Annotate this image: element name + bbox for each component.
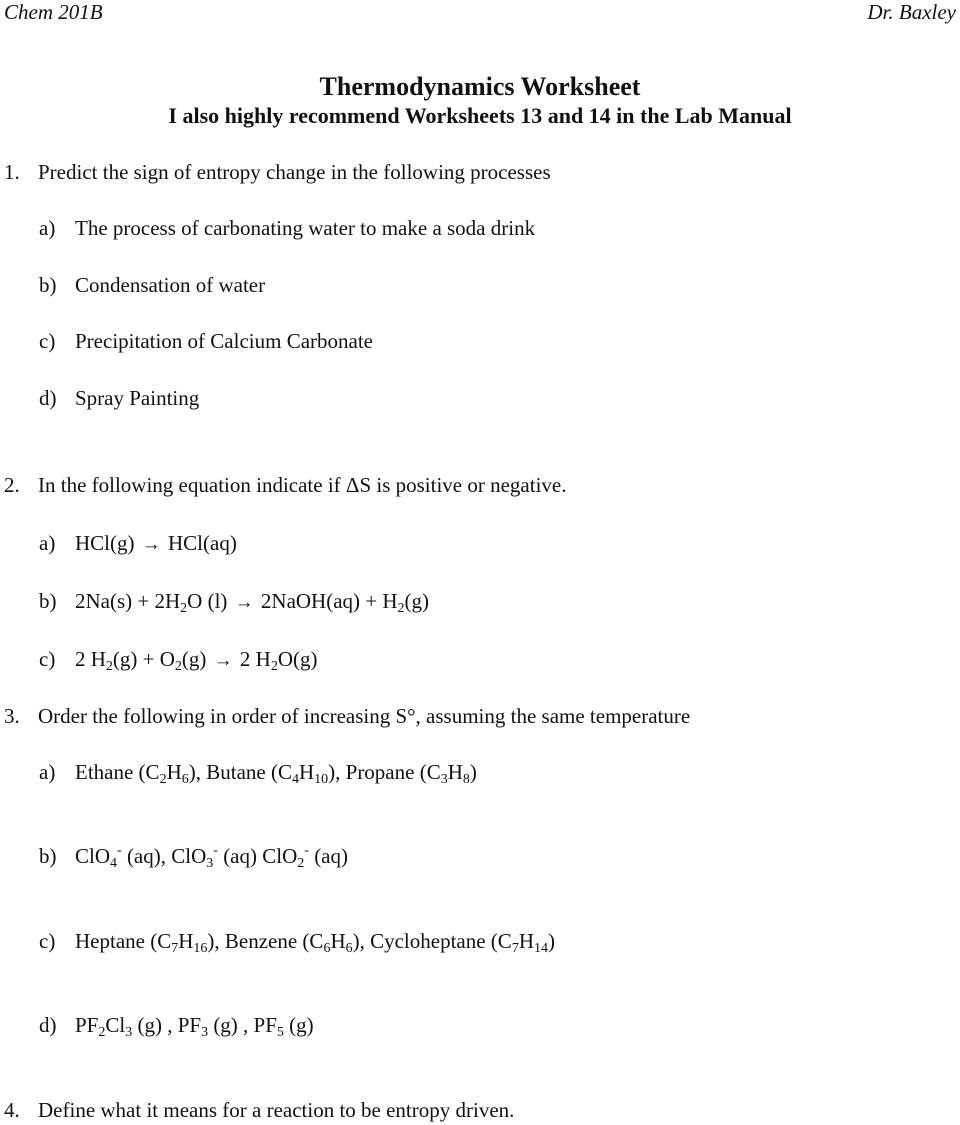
question-text: Predict the sign of entropy change in the following processes bbox=[38, 160, 551, 184]
item-text: Condensation of water bbox=[75, 273, 266, 297]
item-letter: c) bbox=[39, 647, 56, 671]
subscript: 2 bbox=[98, 1025, 106, 1040]
subscript: 3 bbox=[440, 772, 448, 787]
subscript: 4 bbox=[291, 772, 299, 787]
item-text: (g) , PF bbox=[132, 1013, 202, 1037]
item-text: ) bbox=[469, 760, 477, 784]
superscript: - bbox=[117, 843, 122, 858]
item-letter: d) bbox=[39, 1013, 57, 1037]
question-3-item-c bbox=[39, 928, 555, 954]
item-letter: d) bbox=[39, 386, 57, 410]
subscript: 3 bbox=[201, 1025, 209, 1040]
question-4 bbox=[4, 1097, 514, 1123]
item-letter: a) bbox=[39, 216, 56, 240]
subscript: 16 bbox=[193, 941, 208, 956]
item-text: (aq) ClO bbox=[217, 844, 298, 868]
product: HCl(aq) bbox=[168, 531, 237, 555]
question-3 bbox=[4, 703, 690, 729]
question-3-item-a bbox=[39, 759, 477, 785]
subscript: 6 bbox=[181, 772, 189, 787]
question-3-item-b bbox=[39, 843, 348, 869]
item-letter: a) bbox=[39, 531, 56, 555]
worksheet-subtitle: I also highly recommend Worksheets 13 and 14 in the Lab Manual bbox=[168, 103, 792, 128]
item-text: ), Propane (C bbox=[328, 760, 441, 784]
subscript: 2 bbox=[180, 601, 188, 616]
item-text: PF bbox=[75, 1013, 99, 1037]
item-letter: b) bbox=[39, 273, 57, 297]
question-3-item-d bbox=[39, 1012, 314, 1038]
item-text: ), Cycloheptane (C bbox=[352, 929, 512, 953]
item-text: ), Benzene (C bbox=[207, 929, 324, 953]
item-letter: b) bbox=[39, 589, 57, 613]
item-text: (aq) bbox=[308, 844, 348, 868]
item-text: H bbox=[518, 929, 534, 953]
item-text: Precipitation of Calcium Carbonate bbox=[75, 329, 373, 353]
subscript: 2 bbox=[159, 772, 167, 787]
item-text: The process of carbonating water to make a soda drink bbox=[75, 216, 536, 240]
subscript: 6 bbox=[345, 941, 353, 956]
item-text: ) bbox=[547, 929, 555, 953]
item-text: (aq), ClO bbox=[121, 844, 207, 868]
question-2-item-c bbox=[39, 646, 318, 674]
item-letter: c) bbox=[39, 329, 56, 353]
question-1-item-a bbox=[39, 215, 535, 241]
subscript: 10 bbox=[314, 772, 329, 787]
item-letter: c) bbox=[39, 929, 56, 953]
worksheet-title: Thermodynamics Worksheet bbox=[319, 72, 641, 101]
item-text: Ethane (C bbox=[75, 760, 160, 784]
question-text-start: In the following equation indicate if bbox=[38, 473, 346, 497]
item-text: Cl bbox=[105, 1013, 126, 1037]
question-number: 2. bbox=[4, 473, 20, 497]
subscript: 2 bbox=[105, 659, 113, 674]
item-letter: a) bbox=[39, 760, 56, 784]
equation-text: O(g) bbox=[277, 647, 318, 671]
reaction-arrow-icon: → bbox=[234, 592, 254, 613]
question-text-end: S is positive or negative. bbox=[359, 473, 567, 497]
subscript: 14 bbox=[533, 941, 548, 956]
question-number: 3. bbox=[4, 704, 20, 728]
item-text: H bbox=[447, 760, 463, 784]
equation-text: 2 H bbox=[75, 647, 106, 671]
item-text: H bbox=[178, 929, 194, 953]
question-1-item-b bbox=[39, 272, 265, 298]
item-text: ), Butane (C bbox=[188, 760, 292, 784]
equation-text: (g) bbox=[404, 589, 430, 613]
equation-text: (g) bbox=[181, 647, 207, 671]
question-text: Define what it means for a reaction to be entropy driven. bbox=[38, 1098, 515, 1122]
item-text: (g) bbox=[283, 1013, 314, 1037]
reactant: HCl(g) bbox=[75, 531, 135, 555]
subscript: 2 bbox=[270, 659, 278, 674]
question-number: 4. bbox=[4, 1098, 20, 1122]
question-number: 1. bbox=[4, 160, 20, 184]
subscript: 5 bbox=[276, 1025, 284, 1040]
equation-text: O (l) bbox=[187, 589, 228, 613]
subscript: 8 bbox=[462, 772, 470, 787]
subscript: 2 bbox=[297, 856, 305, 871]
course-header: Chem 201B bbox=[4, 0, 103, 24]
instructor-header: Dr. Baxley bbox=[867, 0, 956, 24]
subscript: 4 bbox=[110, 856, 118, 871]
subscript: 2 bbox=[174, 659, 182, 674]
equation-text: 2 H bbox=[239, 647, 271, 671]
question-1-item-d bbox=[39, 385, 199, 411]
superscript: - bbox=[213, 843, 218, 858]
subscript: 6 bbox=[323, 941, 331, 956]
item-text: H bbox=[330, 929, 346, 953]
item-text: Heptane (C bbox=[75, 929, 172, 953]
item-text: Spray Painting bbox=[75, 386, 200, 410]
reaction-arrow-icon: → bbox=[141, 534, 161, 555]
item-text: H bbox=[298, 760, 315, 784]
subscript: 2 bbox=[397, 601, 405, 616]
item-letter: b) bbox=[39, 844, 57, 868]
subscript: 7 bbox=[511, 941, 519, 956]
question-1 bbox=[4, 159, 551, 185]
subscript: 7 bbox=[171, 941, 179, 956]
equation-text: 2NaOH(aq) + H bbox=[260, 589, 398, 613]
item-text: ClO bbox=[75, 844, 111, 868]
superscript: - bbox=[304, 843, 309, 858]
question-2-item-a bbox=[39, 530, 237, 558]
item-text: H bbox=[166, 760, 182, 784]
equation-text: 2Na(s) + 2H bbox=[75, 589, 181, 613]
subscript: 3 bbox=[125, 1025, 133, 1040]
subscript: 3 bbox=[206, 856, 214, 871]
reaction-arrow-icon: → bbox=[213, 650, 233, 671]
delta-symbol: Δ bbox=[345, 473, 360, 497]
question-2 bbox=[4, 472, 567, 498]
question-1-item-c bbox=[39, 328, 373, 354]
question-text: Order the following in order of increasing S°, assuming the same temperature bbox=[38, 704, 691, 728]
equation-text: (g) + O bbox=[112, 647, 175, 671]
item-text: (g) , PF bbox=[208, 1013, 277, 1037]
question-2-item-b bbox=[39, 588, 429, 616]
